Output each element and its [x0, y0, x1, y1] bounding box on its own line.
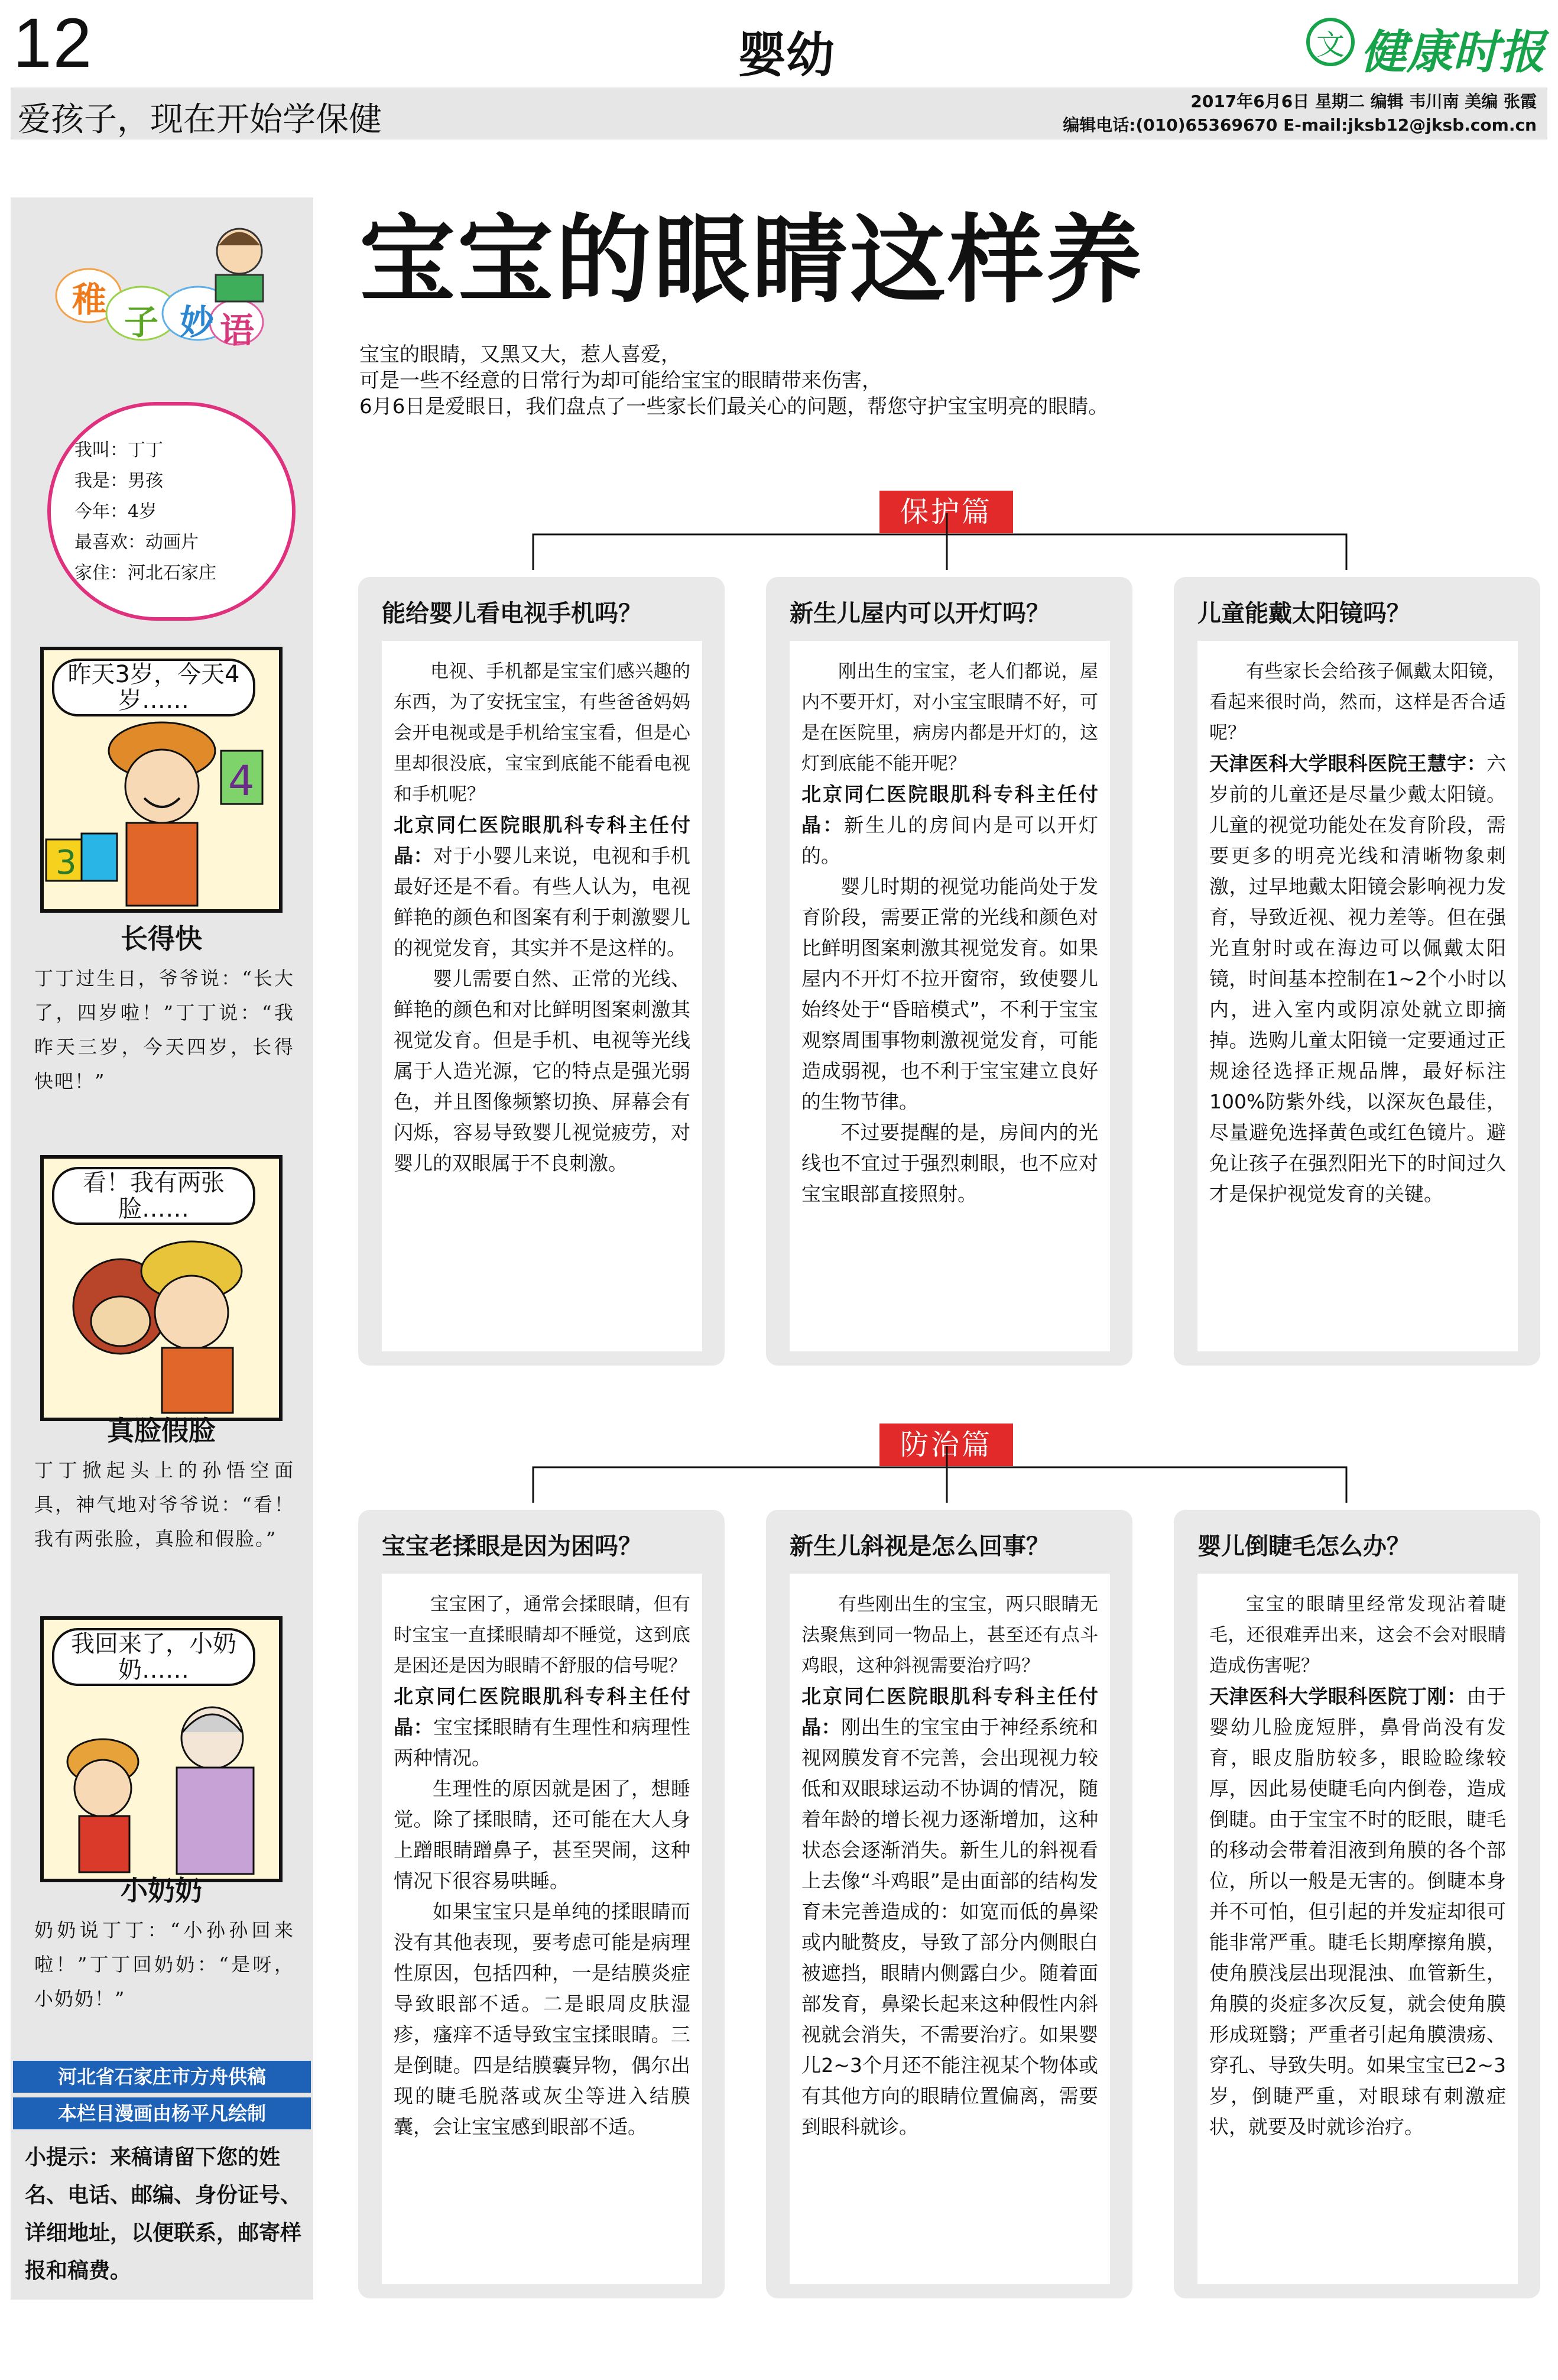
number-four: 4	[228, 757, 255, 805]
comic-panel-2	[40, 1155, 283, 1421]
column-char-2: 子	[124, 302, 159, 342]
intro-line-3: 6月6日是爱眼日，我们盘点了一些家长们最关心的问题，帮您守护宝宝明亮的眼睛。	[359, 395, 1109, 419]
card-title: 新生儿斜视是怎么回事？	[790, 1533, 1050, 1560]
answer-paragraph: 新生儿的房间内是可以开灯的。	[801, 813, 1099, 867]
contact-line: 编辑电话:(010)65369670 E-mail:jksb12@jksb.com.cn	[1063, 115, 1537, 135]
card-question: 宝宝的眼睛里经常发现沾着睫毛，还很难弄出来，这会不会对眼睛造成伤害呢？	[1209, 1594, 1506, 1677]
section-label-protection: 保护篇	[879, 491, 1013, 533]
profile-card	[47, 402, 296, 621]
profile-age: 今年：4岁	[74, 501, 157, 522]
section-label-treatment: 防治篇	[879, 1424, 1013, 1466]
article-title: 宝宝的眼睛这样养	[359, 204, 1144, 316]
date-editors: 2017年6月6日 星期二 编辑 韦川南 美编 张霞	[1190, 92, 1537, 111]
profile-favorite: 最喜欢：动画片	[74, 532, 199, 553]
profile-name: 我叫：丁丁	[74, 440, 163, 461]
answer-paragraph: 六岁前的儿童还是尽量少戴太阳镜。儿童的视觉功能处在发育阶段，需要更多的明亮光线和清晰物象刺激，过早地戴太阳镜会影响视力发育，导致近视、视力差等。但在强光直射时或在海边可以佩戴太阳镜，时间基本控制在1~2个小时以内，进入室内或阴凉处就立即摘掉。选购儿童太阳镜一定要通过正规途径选择正规品牌，最好标注100%防紫外线，以深灰色最佳，尽量避免选择黄色或红色镜片。避免让孩子在强烈阳光下的时间过久才是保护视觉发育的关键。	[1209, 752, 1506, 1205]
section-title: 婴幼	[737, 27, 835, 83]
boy-mask-illustration	[44, 1224, 279, 1419]
card-title: 新生儿屋内可以开灯吗？	[790, 600, 1050, 627]
logo-name: 健康时报	[1361, 25, 1546, 79]
strip-text-2: 丁丁掀起头上的孙悟空面具，神气地对爷爷说：“看！我有两张脸，真脸和假脸。”	[34, 1459, 294, 1550]
answer-paragraph: 婴儿时期的视觉功能尚处于发育阶段，需要正常的光线和颜色对比鲜明图案刺激其视觉发育。如果屋内不开灯不拉开窗帘，致使婴儿始终处于“昏暗模式”，不利于宝宝观察周围事物刺激视觉发育，可能造成弱视，也不利于宝宝建立良好的生物节律。	[801, 875, 1098, 1113]
strip-title-2: 真脸假脸	[107, 1415, 216, 1447]
speech-bubble: 昨天3岁，今天4岁……	[52, 659, 255, 716]
expert-name: 天津医科大学眼科医院丁刚：	[1209, 1685, 1467, 1708]
article-intro	[359, 342, 1530, 420]
answer-paragraph: 对于小婴儿来说，电视和手机最好还是不看。有些人认为，电视鲜艳的颜色和图案有利于刺激婴儿的视觉发育，其实并不是这样的。	[394, 844, 690, 959]
column-char-1: 稚	[72, 280, 107, 320]
column-char-4: 语	[220, 310, 255, 351]
profile-gender: 我是：男孩	[74, 471, 163, 491]
expert-name: 北京同仁医院眼肌科专科主任付晶：	[394, 1685, 690, 1739]
credit-source: 河北省石家庄市方舟供稿	[13, 2061, 311, 2093]
intro-line-1: 宝宝的眼睛，又黑又大，惹人喜爱，	[359, 343, 681, 367]
card-title: 宝宝老揉眼是因为困吗？	[382, 1533, 642, 1560]
card-body	[382, 641, 702, 1351]
page-number: 12	[13, 4, 93, 82]
speech-bubble: 我回来了，小奶奶……	[52, 1628, 255, 1686]
answer-paragraph: 不过要提醒的是，房间内的光线也不宜过于强烈刺眼，也不应对宝宝眼部直接照射。	[801, 1121, 1098, 1205]
card-title: 婴儿倒睫毛怎么办？	[1197, 1533, 1410, 1560]
section-tree-lines-2	[526, 1446, 1353, 1505]
boy-birthday-illustration	[44, 715, 279, 910]
answer-paragraph: 宝宝揉眼睛有生理性和病理性两种情况。	[394, 1716, 690, 1769]
column-char-3: 妙	[180, 302, 215, 342]
answer-paragraph: 如果宝宝只是单纯的揉眼睛而没有其他表现，要考虑可能是病理性原因，包括四种，一是结膜炎症导致眼部不适。二是眼周皮肤湿疹，瘙痒不适导致宝宝揉眼睛。三是倒睫。四是结膜囊异物，偶尔出现的睫毛脱落或灰尘等进入结膜囊，会让宝宝感到眼部不适。	[394, 1900, 690, 2138]
article-card-tv-phone	[358, 577, 725, 1366]
card-body	[790, 641, 1110, 1351]
newspaper-logo	[1306, 13, 1554, 79]
expert-name: 天津医科大学眼科医院王慧宇：	[1209, 752, 1486, 775]
expert-name: 北京同仁医院眼肌科专科主任付晶：	[801, 783, 1098, 836]
strip-title-1: 长得快	[121, 923, 202, 955]
boy-grandma-illustration	[44, 1685, 279, 1880]
reading-child-icon	[195, 219, 284, 307]
intro-line-2: 可是一些不经意的日常行为却可能给宝宝的眼睛带来伤害，	[359, 369, 882, 393]
strip-title-3: 小奶奶	[121, 1875, 202, 1906]
profile-home: 家住：河北石家庄	[74, 563, 216, 583]
card-question: 有些刚出生的宝宝，两只眼睛无法聚焦到同一物品上，甚至还有点斗鸡眼，这种斜视需要治疗吗？	[801, 1594, 1098, 1677]
strip-text-3: 奶奶说丁丁：“小孙孙回来啦！”丁丁回奶奶：“是呀，小奶奶！”	[34, 1919, 294, 2010]
card-body	[1197, 641, 1518, 1351]
card-question: 有些家长会给孩子佩戴太阳镜，看起来很时尚，然而，这样是否合适呢？	[1209, 661, 1506, 744]
article-card-newborn-light	[766, 577, 1132, 1366]
comic-panel-1	[40, 647, 283, 913]
answer-paragraph: 婴儿需要自然、正常的光线、鲜艳的颜色和对比鲜明图案刺激其视觉发育。但是手机、电视等光线属于人造光源，它的特点是强光弱色，并且图像频繁切换、屏幕会有闪烁，容易导致婴儿视觉疲劳，对婴儿的双眼属于不良刺激。	[394, 967, 690, 1175]
expert-name: 北京同仁医院眼肌科专科主任付晶：	[801, 1685, 1098, 1739]
speech-bubble: 看！我有两张脸……	[52, 1167, 255, 1225]
article-card-strabismus	[766, 1510, 1132, 2298]
card-question: 电视、手机都是宝宝们感兴趣的东西，为了安抚宝宝，有些爸爸妈妈会开电视或是手机给宝宝看，但是心里却很没底，宝宝到底能不能看电视和手机呢？	[394, 661, 690, 805]
answer-paragraph: 由于婴幼儿脸庞短胖，鼻骨尚没有发育，眼皮脂肪较多，眼睑睑缘较厚，因此易使睫毛向内倒卷，造成倒睫。由于宝宝不时的眨眼，睫毛的移动会带着泪液到角膜的各个部位，所以一般是无害的。倒睫本身并不可怕，但引起的并发症却很可能非常严重。睫毛长期摩擦角膜，使角膜浅层出现混浊、血管新生，角膜的炎症多次反复，就会使角膜形成斑翳；严重者引起角膜溃疡、穿孔、导致失明。如果宝宝已2~3岁，倒睫严重，对眼球有刺激症状，就要及时就诊治疗。	[1209, 1685, 1506, 2138]
issue-info	[1063, 90, 1537, 137]
expert-name: 北京同仁医院眼肌科专科主任付晶：	[394, 813, 690, 867]
answer-paragraph: 刚出生的宝宝由于神经系统和视网膜发育不完善，会出现视力较低和双眼球运动不协调的情况，随着年龄的增长视力逐渐增加，这种状态会逐渐消失。新生儿的斜视看上去像“斗鸡眼”是由面部的结构发育未完善造成的：如宽而低的鼻梁或内眦赘皮，导致了部分内侧眼白被遮挡，眼睛内侧露白少。随着面部发育，鼻梁长起来这种假性内斜视就会消失，不需要治疗。如果婴儿2~3个月还不能注视某个物体或有其他方向的眼睛位置偏离，需要到眼科就诊。	[801, 1716, 1098, 2138]
card-question: 刚出生的宝宝，老人们都说，屋内不要开灯，对小宝宝眼睛不好，可是在医院里，病房内都是开灯的，这灯到底能不能开呢？	[801, 661, 1098, 774]
card-body	[1197, 1574, 1518, 2284]
comic-panel-3	[40, 1616, 283, 1882]
article-card-rubbing-eyes	[358, 1510, 725, 2298]
answer-paragraph: 生理性的原因就是困了，想睡觉。除了揉眼睛，还可能在大人身上蹭眼睛蹭鼻子，甚至哭闹，这种情况下很容易哄睡。	[394, 1777, 690, 1892]
strip-text-1: 丁丁过生日，爷爷说：“长大了，四岁啦！”丁丁说：“我昨天三岁，今天四岁，长得快吧！”	[34, 967, 294, 1092]
card-title: 儿童能戴太阳镜吗？	[1197, 600, 1410, 627]
submission-tip: 小提示：来稿请留下您的姓名、电话、邮编、身份证号、详细地址，以便联系，邮寄样报和稿费。	[25, 2145, 302, 2283]
logo-seal-icon: 文	[1306, 18, 1355, 66]
credit-illustrator: 本栏目漫画由杨平凡绘制	[13, 2097, 311, 2129]
card-question: 宝宝困了，通常会揉眼睛，但有时宝宝一直揉眼睛却不睡觉，这到底是困还是因为眼睛不舒服的信号呢？	[394, 1594, 690, 1677]
card-title: 能给婴儿看电视手机吗？	[382, 600, 642, 627]
card-body	[382, 1574, 702, 2284]
number-three: 3	[56, 844, 77, 882]
card-body	[790, 1574, 1110, 2284]
section-tree-lines-1	[526, 513, 1353, 572]
article-card-sunglasses	[1174, 577, 1540, 1366]
article-card-trichiasis	[1174, 1510, 1540, 2298]
slogan: 爱孩子，现在开始学保健	[18, 100, 382, 139]
